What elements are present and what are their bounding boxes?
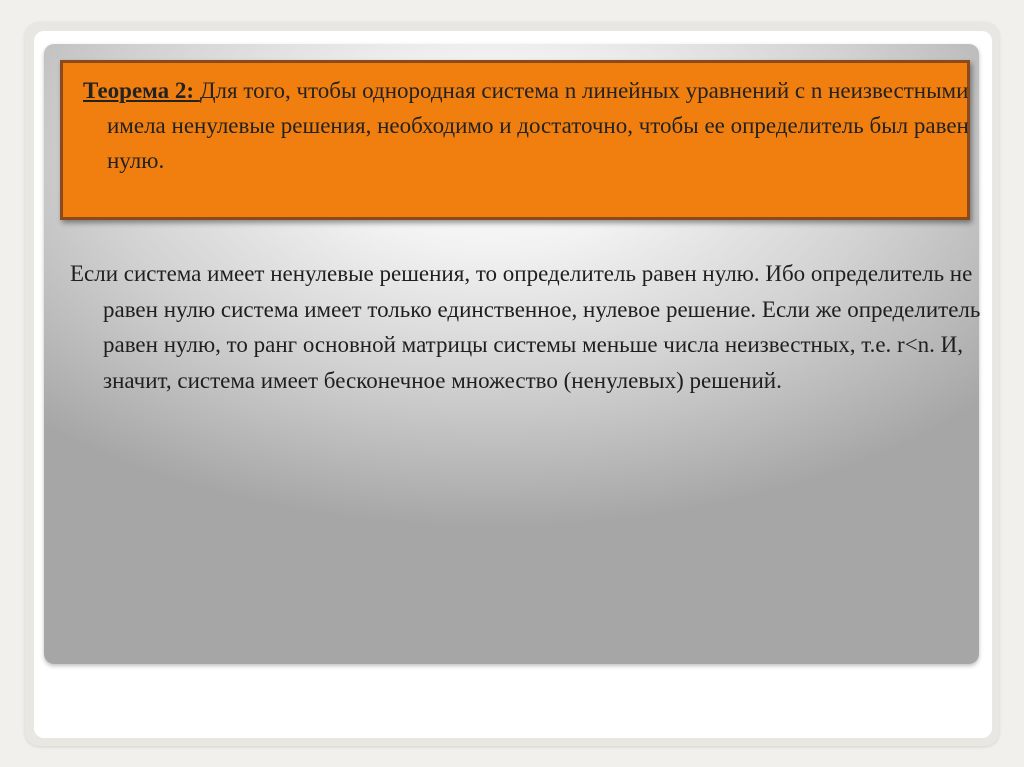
theorem-body: Для того, чтобы однородная система n линейных уравнений с n неизвестными имела ненулевые решения, необходимо и достаточно, чтобы ее определитель был равен нулю.: [107, 78, 969, 173]
theorem-box: [60, 60, 970, 220]
explanation-paragraph: Если система имеет ненулевые решения, то определитель равен нулю. Ибо определитель не равен нулю система имеет только единственное, нулевое решение. Если же определитель равен нулю, то ранг основной матрицы системы меньше числа неизвестных, т.е. r<n. И, значит, система имеет бесконечное множество (ненулевых) решений.: [70, 261, 981, 393]
theorem-statement: [83, 73, 987, 178]
theorem-title: Теорема 2:: [83, 78, 200, 103]
